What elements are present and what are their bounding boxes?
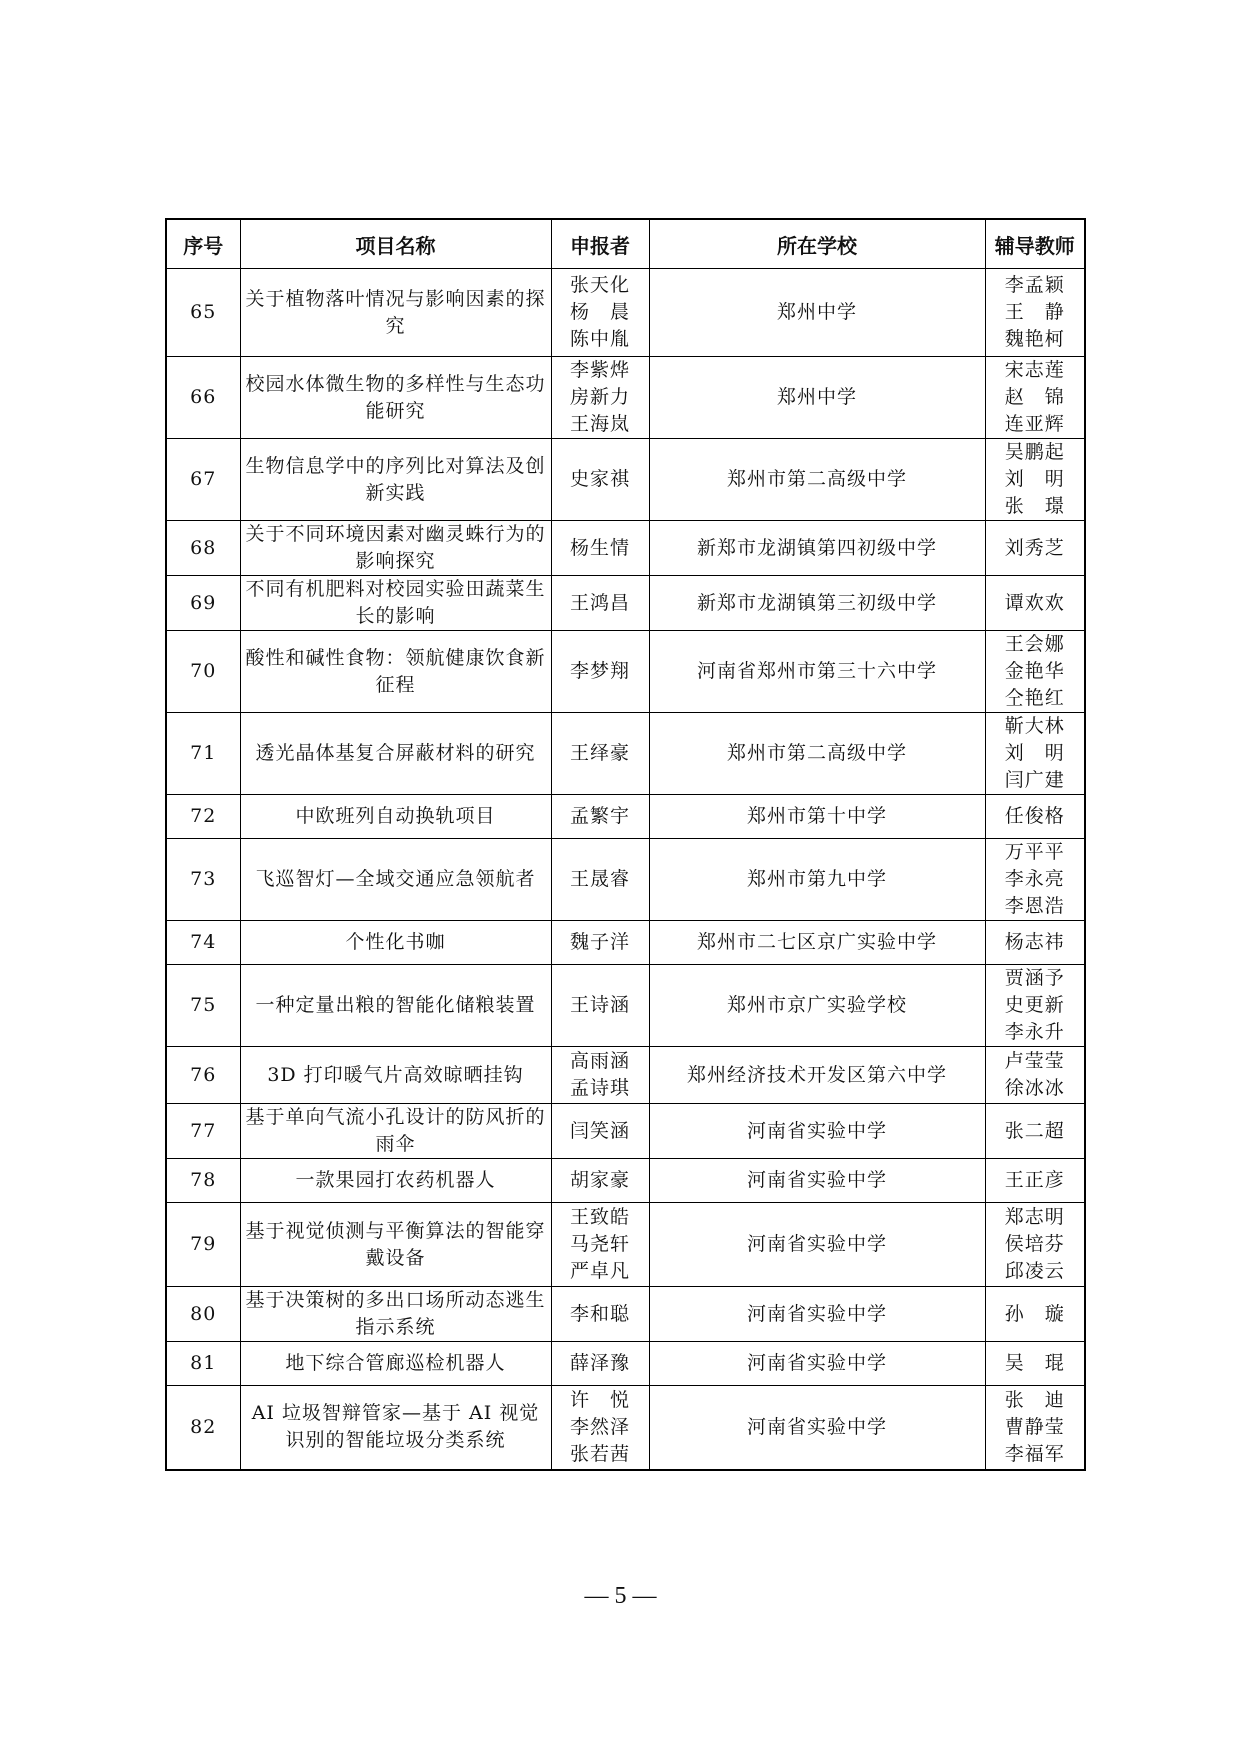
- cell-seq: 73: [166, 839, 240, 921]
- cell-advisor: [985, 1047, 1085, 1104]
- cell-seq: 70: [166, 631, 240, 713]
- cell-school: 河南省实验中学: [649, 1287, 985, 1342]
- cell-advisor-line: 李永升: [1004, 1021, 1065, 1043]
- cell-advisor-line: 徐冰冰: [1004, 1077, 1065, 1099]
- cell-seq: 65: [166, 269, 240, 357]
- cell-project: 酸性和碱性食物：领航健康饮食新征程: [240, 631, 551, 713]
- table-row: [166, 521, 1085, 576]
- cell-seq: 78: [166, 1159, 240, 1203]
- table-row: [166, 1203, 1085, 1287]
- header-project: 项目名称: [240, 219, 551, 269]
- cell-applicant-line: 许 悦: [569, 1388, 630, 1411]
- cell-applicant-line: 高雨涵: [569, 1050, 630, 1072]
- cell-applicant: [551, 921, 649, 965]
- cell-advisor-line: 侯培芬: [1004, 1233, 1065, 1255]
- header-school: 所在学校: [649, 219, 985, 269]
- cell-project: 中欧班列自动换轨项目: [240, 795, 551, 839]
- page-number: — 5 —: [584, 1583, 657, 1609]
- cell-advisor: [985, 965, 1085, 1047]
- cell-advisor-line: 郑志明: [1004, 1206, 1065, 1228]
- cell-seq: 71: [166, 713, 240, 795]
- cell-advisor-line: 赵 锦: [1004, 386, 1065, 408]
- award-table: [165, 218, 1086, 1471]
- cell-advisor: [985, 921, 1085, 965]
- cell-school: 河南省郑州市第三十六中学: [649, 631, 985, 713]
- cell-applicant: [551, 713, 649, 795]
- header-seq: 序号: [166, 219, 240, 269]
- cell-project: 个性化书咖: [240, 921, 551, 965]
- cell-applicant-line: 李紫烨: [569, 359, 630, 381]
- cell-applicant-line: 陈中胤: [569, 328, 630, 350]
- cell-applicant-line: 李梦翔: [569, 660, 630, 682]
- cell-applicant-line: 王鸿昌: [569, 591, 630, 614]
- cell-advisor-line: 卢莹莹: [1004, 1050, 1065, 1072]
- table-row: [166, 1159, 1085, 1203]
- cell-applicant-line: 王绎豪: [569, 742, 630, 764]
- cell-applicant: [551, 269, 649, 357]
- cell-project: 生物信息学中的序列比对算法及创新实践: [240, 439, 551, 521]
- cell-applicant: [551, 439, 649, 521]
- cell-advisor: [985, 269, 1085, 357]
- cell-school: 河南省实验中学: [649, 1159, 985, 1203]
- cell-advisor-line: 李福军: [1004, 1442, 1065, 1465]
- cell-applicant: [551, 839, 649, 921]
- cell-applicant-line: 胡家豪: [569, 1169, 630, 1191]
- cell-advisor-line: 杨志祎: [1004, 931, 1065, 953]
- cell-advisor: [985, 1104, 1085, 1159]
- table-row: [166, 1287, 1085, 1342]
- cell-school: 郑州市第二高级中学: [649, 713, 985, 795]
- cell-applicant-line: 王海岚: [569, 413, 630, 435]
- cell-advisor: [985, 357, 1085, 439]
- cell-advisor: [985, 795, 1085, 839]
- cell-project: 关于不同环境因素对幽灵蛛行为的影响探究: [240, 521, 551, 576]
- cell-applicant-line: 王晟睿: [569, 868, 630, 890]
- cell-project: 3D 打印暖气片高效晾晒挂钩: [240, 1047, 551, 1104]
- cell-advisor-line: 金艳华: [1004, 660, 1065, 682]
- table-row: [166, 839, 1085, 921]
- cell-school: 郑州市第十中学: [649, 795, 985, 839]
- cell-advisor: [985, 631, 1085, 713]
- cell-seq: 72: [166, 795, 240, 839]
- cell-advisor-line: 宋志莲: [1004, 359, 1065, 381]
- table-row: [166, 713, 1085, 795]
- cell-school: 郑州市京广实验学校: [649, 965, 985, 1047]
- cell-school: 郑州经济技术开发区第六中学: [649, 1047, 985, 1104]
- header-applicant: 申报者: [551, 219, 649, 269]
- cell-applicant: [551, 795, 649, 839]
- cell-seq: 66: [166, 357, 240, 439]
- cell-applicant-line: 张天化: [569, 274, 630, 296]
- cell-project: 飞巡智灯—全域交通应急领航者: [240, 839, 551, 921]
- cell-applicant: [551, 1104, 649, 1159]
- cell-advisor: [985, 439, 1085, 521]
- cell-school: 河南省实验中学: [649, 1342, 985, 1386]
- table-row: [166, 439, 1085, 521]
- cell-seq: 76: [166, 1047, 240, 1104]
- cell-advisor-line: 吴鹏起: [1004, 441, 1065, 463]
- cell-applicant-line: 王致皓: [569, 1206, 630, 1228]
- cell-school: 河南省实验中学: [649, 1104, 985, 1159]
- cell-advisor-line: 仝艳红: [1004, 687, 1065, 709]
- table-row: [166, 631, 1085, 713]
- cell-seq: 80: [166, 1287, 240, 1342]
- cell-advisor-line: 李永亮: [1004, 868, 1065, 890]
- cell-project: 校园水体微生物的多样性与生态功能研究: [240, 357, 551, 439]
- cell-applicant: [551, 1287, 649, 1342]
- table-header-row: [166, 219, 1085, 269]
- cell-applicant-line: 杨 晨: [569, 301, 630, 323]
- cell-project: 透光晶体基复合屏蔽材料的研究: [240, 713, 551, 795]
- cell-project: 一款果园打农药机器人: [240, 1159, 551, 1203]
- cell-advisor-line: 王 静: [1004, 301, 1065, 323]
- cell-seq: 67: [166, 439, 240, 521]
- cell-school: 新郑市龙湖镇第三初级中学: [649, 576, 985, 631]
- cell-advisor-line: 邱凌云: [1004, 1260, 1065, 1282]
- cell-advisor: [985, 1203, 1085, 1287]
- table-row: [166, 921, 1085, 965]
- cell-school: 郑州市第二高级中学: [649, 439, 985, 521]
- cell-project: 一种定量出粮的智能化储粮装置: [240, 965, 551, 1047]
- cell-advisor: [985, 713, 1085, 795]
- cell-advisor-line: 任俊格: [1004, 805, 1065, 827]
- cell-advisor-line: 刘 明: [1004, 742, 1065, 764]
- cell-applicant-line: 魏子洋: [569, 931, 630, 953]
- cell-applicant: [551, 1159, 649, 1203]
- table-row: [166, 357, 1085, 439]
- cell-seq: 69: [166, 576, 240, 631]
- cell-school: 新郑市龙湖镇第四初级中学: [649, 521, 985, 576]
- cell-advisor-line: 王会娜: [1004, 633, 1065, 655]
- cell-seq: 77: [166, 1104, 240, 1159]
- table-row: [166, 1104, 1085, 1159]
- cell-seq: 81: [166, 1342, 240, 1386]
- cell-advisor-line: 刘 明: [1004, 468, 1065, 490]
- cell-applicant-line: 张若茜: [569, 1442, 630, 1465]
- cell-seq: 74: [166, 921, 240, 965]
- cell-advisor-line: 李孟颖: [1004, 274, 1065, 296]
- cell-project: 基于单向气流小孔设计的防风折的雨伞: [240, 1104, 551, 1159]
- cell-applicant: [551, 1047, 649, 1104]
- cell-school: 河南省实验中学: [649, 1203, 985, 1287]
- cell-applicant-line: 李和聪: [569, 1302, 630, 1325]
- cell-advisor-line: 万平平: [1004, 841, 1065, 863]
- cell-advisor-line: 魏艳柯: [1004, 328, 1065, 350]
- cell-applicant: [551, 1203, 649, 1287]
- cell-seq: 68: [166, 521, 240, 576]
- cell-advisor: [985, 1342, 1085, 1386]
- cell-seq: 75: [166, 965, 240, 1047]
- cell-project: AI 垃圾智辩管家—基于 AI 视觉识别的智能垃圾分类系统: [240, 1386, 551, 1470]
- cell-advisor-line: 闫广建: [1004, 769, 1065, 791]
- table-row: [166, 1047, 1085, 1104]
- cell-project: 不同有机肥料对校园实验田蔬菜生长的影响: [240, 576, 551, 631]
- cell-advisor-line: 张 迪: [1004, 1388, 1065, 1411]
- cell-project: 地下综合管廊巡检机器人: [240, 1342, 551, 1386]
- table-row: [166, 269, 1085, 357]
- cell-school: 郑州中学: [649, 357, 985, 439]
- cell-advisor: [985, 1159, 1085, 1203]
- header-advisor: 辅导教师: [985, 219, 1085, 269]
- cell-advisor: [985, 1287, 1085, 1342]
- cell-applicant-line: 孟繁宇: [569, 805, 630, 827]
- cell-advisor: [985, 576, 1085, 631]
- cell-project: 关于植物落叶情况与影响因素的探究: [240, 269, 551, 357]
- cell-advisor-line: 孙 璇: [1004, 1302, 1065, 1325]
- cell-applicant: [551, 1386, 649, 1470]
- table-row: [166, 795, 1085, 839]
- table-row: [166, 1342, 1085, 1386]
- cell-school: 郑州市第九中学: [649, 839, 985, 921]
- cell-advisor-line: 曹静莹: [1004, 1415, 1065, 1438]
- cell-applicant-line: 史家祺: [569, 468, 630, 490]
- cell-applicant: [551, 965, 649, 1047]
- cell-school: 郑州市二七区京广实验中学: [649, 921, 985, 965]
- cell-advisor-line: 张 璟: [1004, 495, 1065, 517]
- table-row: [166, 576, 1085, 631]
- cell-applicant: [551, 576, 649, 631]
- cell-seq: 79: [166, 1203, 240, 1287]
- cell-applicant-line: 严卓凡: [569, 1260, 630, 1282]
- cell-project: 基于视觉侦测与平衡算法的智能穿戴设备: [240, 1203, 551, 1287]
- cell-applicant-line: 马尧轩: [569, 1233, 630, 1255]
- cell-applicant-line: 王诗涵: [569, 994, 630, 1016]
- cell-project: 基于决策树的多出口场所动态逃生指示系统: [240, 1287, 551, 1342]
- cell-applicant-line: 闫笑涵: [569, 1119, 630, 1142]
- cell-advisor-line: 连亚辉: [1004, 413, 1065, 435]
- table-row: [166, 965, 1085, 1047]
- cell-applicant-line: 孟诗琪: [569, 1077, 630, 1099]
- cell-advisor-line: 刘秀芝: [1004, 536, 1065, 559]
- cell-applicant-line: 薛泽豫: [569, 1352, 630, 1374]
- cell-seq: 82: [166, 1386, 240, 1470]
- table-body: [166, 269, 1085, 1470]
- cell-advisor-line: 靳大林: [1004, 715, 1065, 737]
- cell-advisor-line: 张二超: [1004, 1119, 1065, 1142]
- cell-advisor-line: 李恩浩: [1004, 895, 1065, 917]
- cell-applicant: [551, 357, 649, 439]
- cell-school: 郑州中学: [649, 269, 985, 357]
- cell-advisor: [985, 1386, 1085, 1470]
- cell-advisor: [985, 521, 1085, 576]
- cell-applicant-line: 李然泽: [569, 1415, 630, 1438]
- cell-applicant: [551, 1342, 649, 1386]
- cell-applicant: [551, 521, 649, 576]
- cell-advisor-line: 谭欢欢: [1004, 591, 1065, 614]
- cell-applicant-line: 房新力: [569, 386, 630, 408]
- cell-advisor-line: 吴 琨: [1004, 1352, 1065, 1374]
- table-row: [166, 1386, 1085, 1470]
- cell-advisor-line: 王正彦: [1004, 1169, 1065, 1191]
- cell-applicant-line: 杨生情: [569, 536, 630, 559]
- cell-advisor: [985, 839, 1085, 921]
- cell-applicant: [551, 631, 649, 713]
- cell-advisor-line: 史更新: [1004, 994, 1065, 1016]
- cell-school: 河南省实验中学: [649, 1386, 985, 1470]
- cell-advisor-line: 贾涵予: [1004, 967, 1065, 989]
